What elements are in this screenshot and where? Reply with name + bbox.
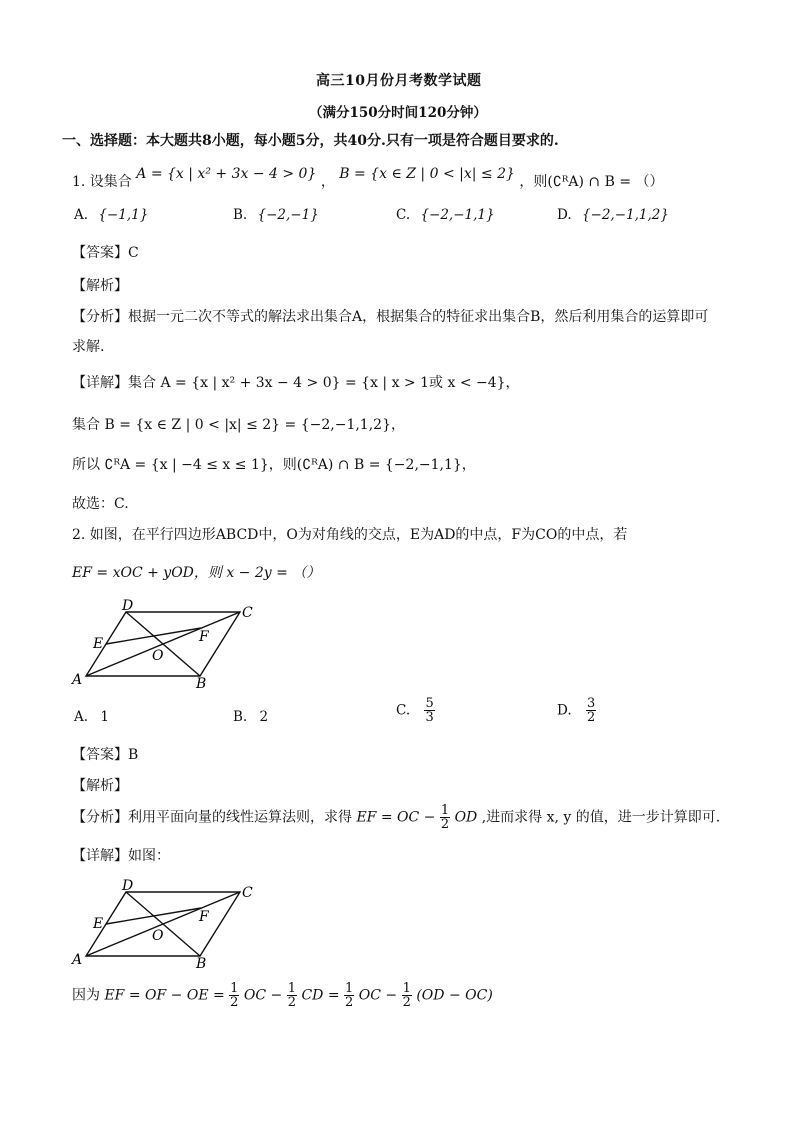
q1-set-a: A = {x | x² + 3x − 4 > 0} bbox=[136, 166, 317, 182]
label-e: E bbox=[93, 636, 104, 652]
q1-option-c bbox=[396, 207, 495, 223]
q2-option-b-value: 2 bbox=[259, 709, 269, 725]
segment-ef bbox=[106, 628, 201, 644]
q2-analysis-formula-right: OD bbox=[454, 809, 478, 826]
q2-option-d-denominator: 2 bbox=[586, 710, 596, 725]
q2-derivation-expr-2: OC − bbox=[243, 987, 283, 1004]
q2-option-c bbox=[396, 697, 435, 724]
half-2-num: 1 bbox=[287, 981, 297, 996]
page-subtitle: （满分150分时间120分钟） bbox=[309, 105, 487, 121]
q1-option-b-value: {−2,−1} bbox=[257, 207, 319, 223]
q2-option-d-numerator: 3 bbox=[586, 696, 596, 711]
detail-label-f: F bbox=[199, 909, 209, 925]
q2-derivation-half-1 bbox=[229, 982, 239, 1009]
detail-label-e: E bbox=[93, 916, 104, 932]
q1-stem-suffix: ，则(∁ᴿA) ∩ B = （） bbox=[519, 174, 664, 190]
q2-derivation-expr-4: OC − bbox=[358, 987, 398, 1004]
q2-option-c-denominator: 3 bbox=[425, 710, 434, 725]
q2-option-c-numerator: 5 bbox=[425, 696, 434, 711]
q1-stem-prefix: 1. 设集合 bbox=[72, 174, 132, 190]
detail-label-b: B bbox=[196, 956, 207, 970]
q2-option-b-label: B. bbox=[233, 709, 248, 725]
q2-figure-parallelogram bbox=[68, 598, 268, 690]
page-title: 高三10月份月考数学试题 bbox=[316, 73, 482, 89]
q1-option-a-value: {−1,1} bbox=[98, 207, 149, 223]
q1-analysis-line1: 【分析】根据一元二次不等式的解法求出集合A，根据集合的特征求出集合B，然后利用集合的运算即可 bbox=[72, 309, 709, 325]
q2-option-d bbox=[557, 697, 596, 724]
half-4-den: 2 bbox=[402, 995, 411, 1010]
detail-segment-ef bbox=[106, 908, 201, 924]
q1-answer: 【答案】C bbox=[72, 245, 139, 261]
q1-option-d-value: {−2,−1,1,2} bbox=[581, 207, 669, 223]
q2-analysis-post: ,进而求得 x, y 的值，进一步计算即可. bbox=[481, 809, 721, 826]
q2-detail-figure-parallelogram bbox=[68, 878, 268, 970]
q2-answer: 【答案】B bbox=[72, 747, 139, 763]
q2-analysis-formula-left: EF = OC − bbox=[356, 809, 436, 826]
q1-option-b-label: B. bbox=[233, 207, 248, 223]
q1-option-b bbox=[233, 207, 319, 223]
q1-stem bbox=[72, 166, 664, 192]
half-3-num: 1 bbox=[345, 981, 354, 996]
q1-option-d bbox=[557, 207, 669, 223]
q1-option-c-label: C. bbox=[396, 207, 411, 223]
q1-detail-line1: 【详解】集合 A = {x | x² + 3x − 4 > 0} = {x | x > 1或 x < −4}， bbox=[72, 375, 520, 391]
label-a: A bbox=[72, 672, 83, 688]
q2-option-a bbox=[74, 709, 109, 725]
q2-analysis bbox=[72, 804, 720, 831]
q2-derivation-half-4 bbox=[402, 982, 412, 1009]
q1-analysis-line2: 求解. bbox=[72, 339, 105, 355]
detail-label-d: D bbox=[122, 878, 134, 894]
q2-analysis-half bbox=[440, 804, 450, 831]
q2-option-a-value: 1 bbox=[100, 709, 109, 725]
q2-analysis-half-den: 2 bbox=[440, 817, 450, 832]
q2-derivation-half-3 bbox=[344, 982, 354, 1009]
section-heading: 一、选择题：本大题共8小题，每小题5分，共40分.只有一项是符合题目要求的. bbox=[62, 133, 559, 149]
q2-option-c-label: C. bbox=[396, 702, 411, 719]
q2-derivation-half-2 bbox=[287, 982, 297, 1009]
q1-analysis-title: 【解析】 bbox=[72, 278, 128, 294]
q2-stem-line1: 2. 如图，在平行四边形ABCD中，O为对角线的交点，E为AD的中点，F为CO的中点，若 bbox=[72, 527, 628, 543]
q1-detail-line3: 所以 ∁ᴿA = {x | −4 ≤ x ≤ 1}，则(∁ᴿA) ∩ B = {−2,−1,1}， bbox=[72, 457, 476, 473]
label-c: C bbox=[242, 605, 253, 621]
detail-label-c: C bbox=[242, 885, 253, 901]
q2-stem-line2: EF = xOC + yOD，则 x − 2y = （） bbox=[72, 565, 321, 581]
label-o: O bbox=[152, 648, 164, 664]
detail-label-a: A bbox=[72, 952, 83, 968]
q2-derivation-expr-5: (OD − OC) bbox=[416, 987, 493, 1004]
q1-set-b: B = {x ∈ Z | 0 < |x| ≤ 2} bbox=[339, 166, 515, 182]
label-b: B bbox=[196, 676, 207, 690]
detail-diagonal-bd bbox=[126, 892, 200, 956]
q1-option-c-value: {−2,−1,1} bbox=[420, 207, 495, 223]
half-1-den: 2 bbox=[230, 995, 239, 1010]
q2-option-d-fraction bbox=[586, 697, 596, 724]
half-4-num: 1 bbox=[402, 981, 411, 996]
label-d: D bbox=[122, 598, 134, 614]
q2-option-c-fraction bbox=[424, 697, 434, 724]
q2-derivation-pre: 因为 bbox=[72, 987, 100, 1004]
q2-option-b bbox=[233, 709, 268, 725]
half-1-num: 1 bbox=[230, 981, 239, 996]
q1-conclusion: 故选：C. bbox=[72, 496, 129, 512]
diagonal-bd bbox=[126, 612, 200, 676]
q2-derivation bbox=[72, 982, 493, 1009]
q1-comma: ， bbox=[320, 174, 335, 190]
q2-derivation-expr-1: EF = OF − OE = bbox=[104, 987, 225, 1004]
q2-detail-title: 【详解】如图： bbox=[72, 848, 170, 864]
half-3-den: 2 bbox=[345, 995, 354, 1010]
q2-option-a-label: A. bbox=[74, 709, 89, 725]
q1-detail-line2: 集合 B = {x ∈ Z | 0 < |x| ≤ 2} = {−2,−1,1,2}， bbox=[72, 417, 405, 433]
half-2-den: 2 bbox=[287, 995, 297, 1010]
q1-option-a-label: A. bbox=[74, 207, 89, 223]
label-f: F bbox=[199, 629, 209, 645]
q2-derivation-expr-3: CD = bbox=[301, 987, 340, 1004]
q2-analysis-pre: 【分析】利用平面向量的线性运算法则，求得 bbox=[72, 809, 352, 826]
q1-option-d-label: D. bbox=[557, 207, 572, 223]
q1-option-a bbox=[74, 207, 148, 223]
q2-option-d-label: D. bbox=[557, 702, 572, 719]
q2-analysis-half-num: 1 bbox=[440, 803, 450, 818]
detail-label-o: O bbox=[152, 928, 164, 944]
q2-analysis-title: 【解析】 bbox=[72, 778, 128, 794]
